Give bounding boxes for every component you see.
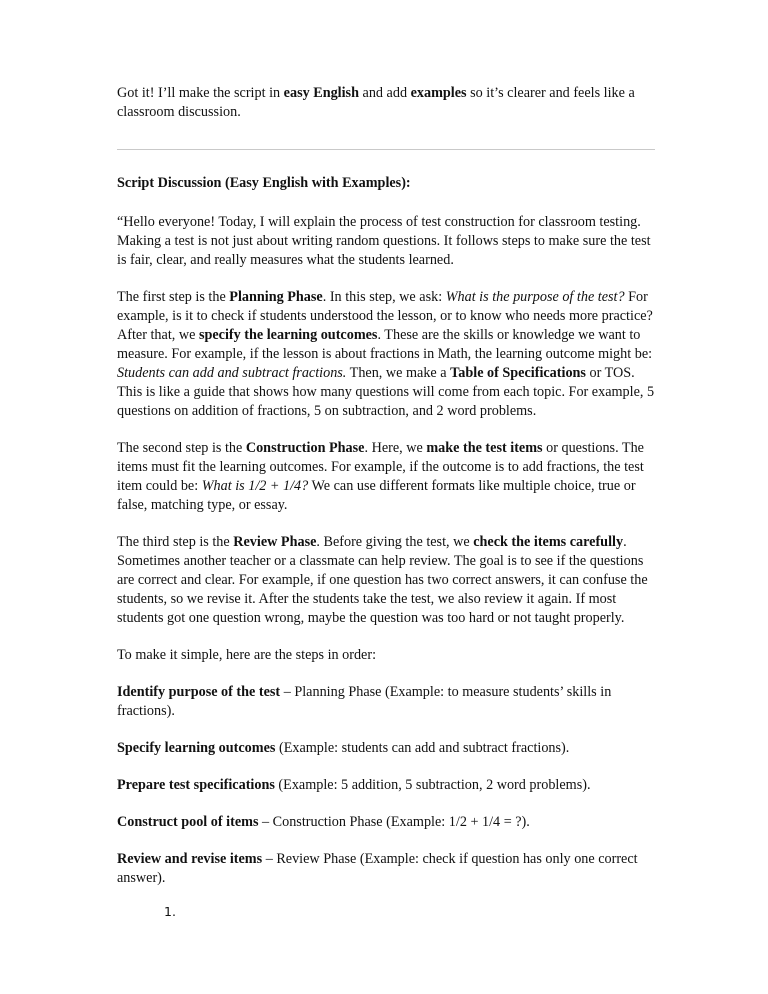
step-item: Identify purpose of the test – Planning Phase (Example: to measure students’ skills in fractions).	[117, 684, 612, 719]
empty-list-item	[117, 906, 655, 926]
script-heading: Script Discussion (Easy English with Examples):	[117, 175, 411, 191]
intro-paragraph: Got it! I’ll make the script in easy English and add examples so it’s clearer and feels like a classroom discussion.	[117, 85, 635, 120]
list-number: 1.	[164, 904, 176, 919]
planning-paragraph: The first step is the Planning Phase. In this step, we ask: What is the purpose of the test? For example, is it to check if students understood the lesson, or to know who needs more practice? After that, we specify the learning outcomes. These are the skills or knowledge we want to measure. For example, if the lesson is about fractions in Math, the learning outcome might be: Students can add and subtract fractions. Then, we make a Table of Specifications or TOS. This is like a guide that shows how many questions will come from each topic. For example, 5 questions on addition of fractions, 5 on subtraction, and 2 word problems.	[117, 289, 655, 419]
construction-paragraph: The second step is the Construction Phase. Here, we make the test items or questions. The items must fit the learning outcomes. For example, if the outcome is to add fractions, the test item could be: What is 1/2 + 1/4? We can use different formats like multiple choice, true or false, matching type, or essay.	[117, 440, 644, 513]
simple-steps-intro: To make it simple, here are the steps in order:	[117, 647, 377, 663]
horizontal-divider	[117, 149, 655, 150]
hello-paragraph: “Hello everyone! Today, I will explain the process of test construction for classroom testing. Making a test is not just about writing random questions. It follows steps to make sure the test is fair, clear, and really measures what the students learned.	[117, 214, 651, 268]
step-item: Specify learning outcomes (Example: students can add and subtract fractions).	[117, 740, 570, 756]
step-item: Construct pool of items – Construction Phase (Example: 1/2 + 1/4 = ?).	[117, 814, 530, 830]
step-item: Review and revise items – Review Phase (Example: check if question has only one correct answer).	[117, 851, 638, 886]
review-paragraph: The third step is the Review Phase. Before giving the test, we check the items carefully. Sometimes another teacher or a classmate can help review. The goal is to see if the questions are correct and clear. For example, if one question has two correct answers, it can confuse the students, so we revise it. After the students take the test, we also review it again. If most students got one question wrong, maybe the question was too hard or not taught properly.	[117, 534, 648, 626]
step-item: Prepare test specifications (Example: 5 addition, 5 subtraction, 2 word problems).	[117, 777, 591, 793]
document-body	[117, 84, 655, 926]
